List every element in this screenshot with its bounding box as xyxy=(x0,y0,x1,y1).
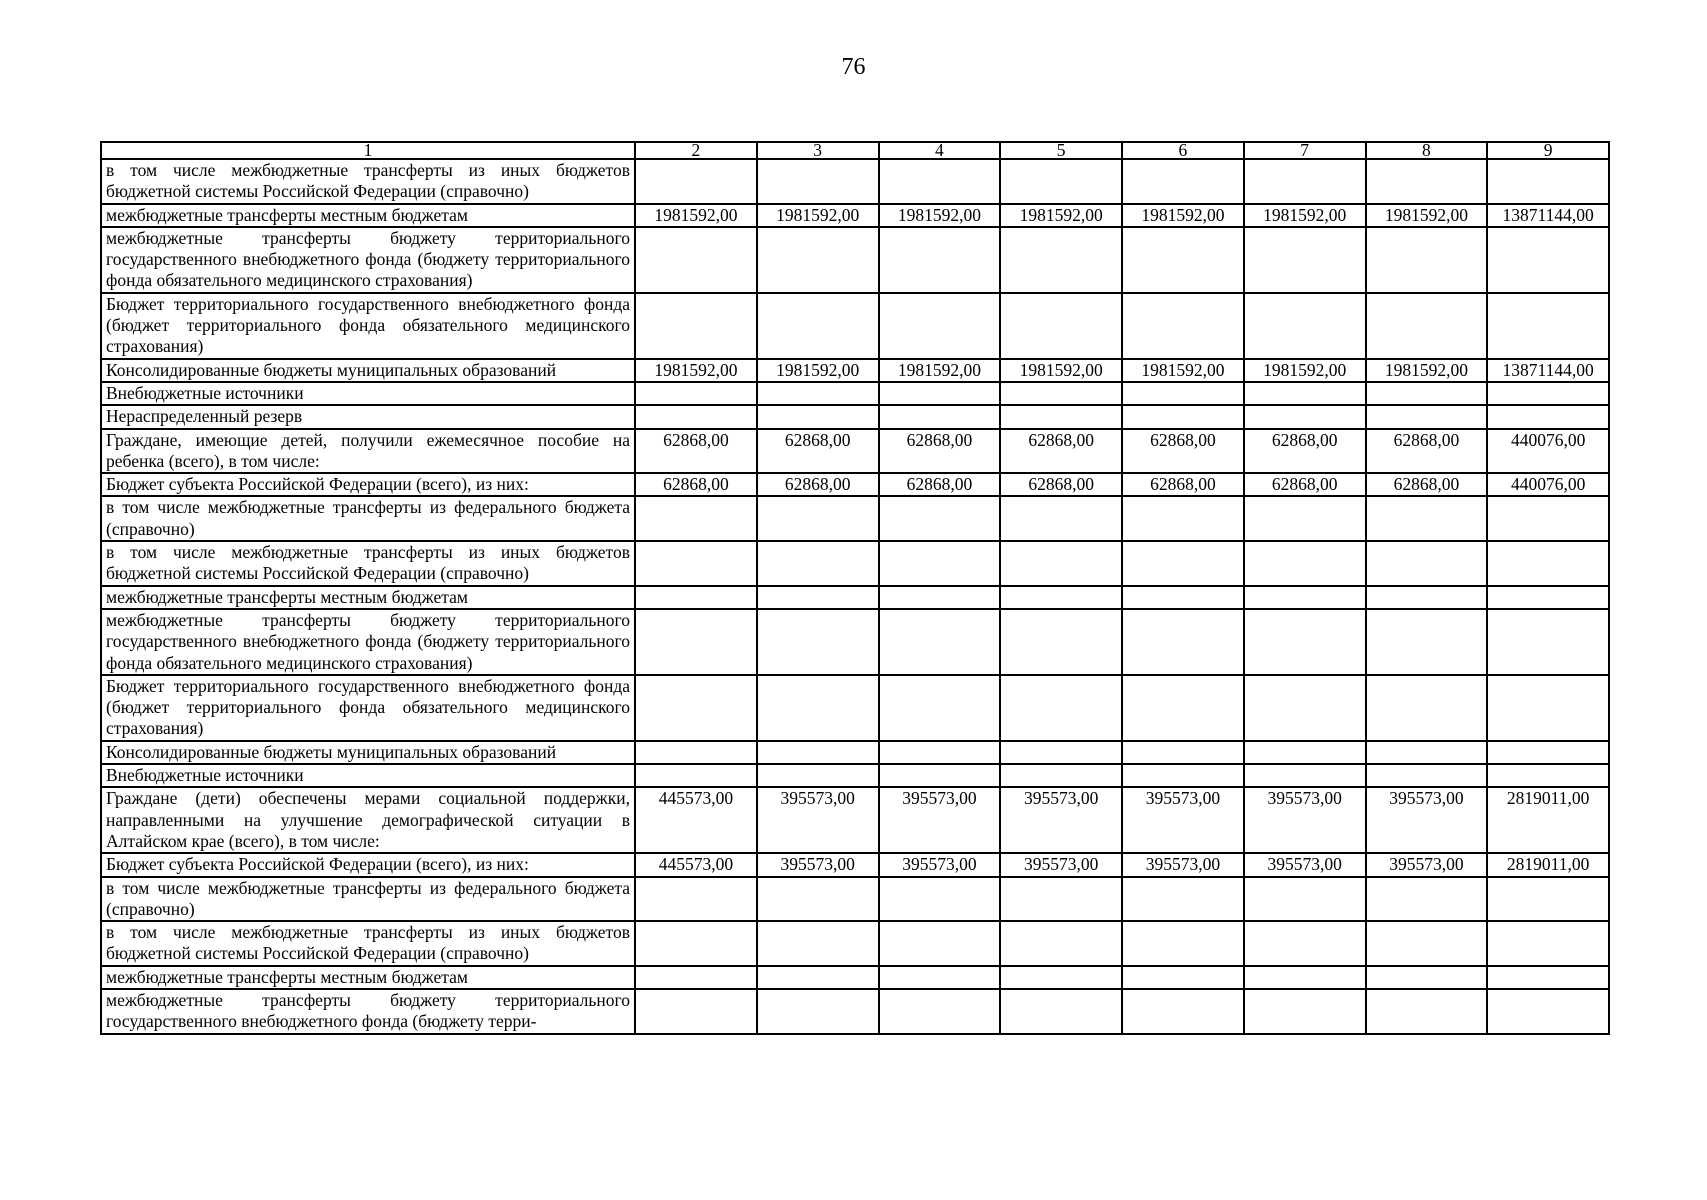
row-value: 445573,00 xyxy=(635,853,757,876)
row-value xyxy=(757,293,879,359)
row-value xyxy=(1366,741,1488,764)
row-value xyxy=(1487,496,1609,541)
row-value xyxy=(1244,675,1366,741)
row-value xyxy=(1487,227,1609,293)
row-label: межбюджетные трансферты бюджету территориального государственного внебюджетного фонда (бюджету терри- xyxy=(101,989,635,1034)
row-value xyxy=(879,293,1001,359)
row-value xyxy=(1000,541,1122,586)
row-value xyxy=(1487,989,1609,1034)
row-value xyxy=(1000,496,1122,541)
row-value xyxy=(635,921,757,966)
row-label: межбюджетные трансферты местным бюджетам xyxy=(101,586,635,609)
row-value xyxy=(1487,764,1609,787)
row-value xyxy=(1000,159,1122,204)
column-number: 3 xyxy=(757,142,879,159)
row-value: 1981592,00 xyxy=(635,204,757,227)
row-value xyxy=(1122,541,1244,586)
row-value xyxy=(635,159,757,204)
row-value: 62868,00 xyxy=(757,429,879,474)
row-value: 1981592,00 xyxy=(1244,204,1366,227)
row-value xyxy=(635,405,757,428)
row-value xyxy=(879,764,1001,787)
row-value xyxy=(1366,227,1488,293)
row-value: 1981592,00 xyxy=(879,204,1001,227)
row-value xyxy=(1244,159,1366,204)
row-value: 62868,00 xyxy=(1122,473,1244,496)
row-value xyxy=(879,921,1001,966)
row-value: 62868,00 xyxy=(1122,429,1244,474)
row-value xyxy=(1244,586,1366,609)
row-value xyxy=(1366,675,1488,741)
budget-table xyxy=(100,141,1610,1035)
row-value xyxy=(1487,586,1609,609)
row-value xyxy=(635,764,757,787)
row-value xyxy=(1487,966,1609,989)
row-value xyxy=(1244,496,1366,541)
row-value xyxy=(1487,877,1609,922)
row-value xyxy=(879,675,1001,741)
row-value: 440076,00 xyxy=(1487,473,1609,496)
row-value: 395573,00 xyxy=(1000,853,1122,876)
row-value xyxy=(635,541,757,586)
row-value xyxy=(1366,877,1488,922)
row-value xyxy=(1366,921,1488,966)
row-value xyxy=(1000,764,1122,787)
row-label: Нераспределенный резерв xyxy=(101,405,635,428)
row-value xyxy=(1366,382,1488,405)
row-value: 13871144,00 xyxy=(1487,359,1609,382)
table-row xyxy=(101,989,1609,1034)
row-value: 62868,00 xyxy=(1366,429,1488,474)
table-header-row xyxy=(101,142,1609,159)
row-value: 62868,00 xyxy=(1366,473,1488,496)
row-value: 62868,00 xyxy=(1244,429,1366,474)
row-value xyxy=(1244,227,1366,293)
row-value xyxy=(757,496,879,541)
row-value xyxy=(757,989,879,1034)
row-value xyxy=(635,989,757,1034)
row-value xyxy=(1244,405,1366,428)
row-value xyxy=(1487,921,1609,966)
row-value: 1981592,00 xyxy=(757,204,879,227)
row-value xyxy=(1122,496,1244,541)
row-value: 2819011,00 xyxy=(1487,787,1609,853)
row-label: межбюджетные трансферты местным бюджетам xyxy=(101,966,635,989)
row-value xyxy=(879,989,1001,1034)
table-row xyxy=(101,359,1609,382)
table-row xyxy=(101,159,1609,204)
row-value: 395573,00 xyxy=(1122,787,1244,853)
table-row xyxy=(101,921,1609,966)
row-value xyxy=(1122,382,1244,405)
row-value xyxy=(1244,877,1366,922)
row-value: 1981592,00 xyxy=(1122,204,1244,227)
row-value xyxy=(1487,609,1609,675)
row-value xyxy=(1244,989,1366,1034)
row-value: 62868,00 xyxy=(1000,429,1122,474)
row-value xyxy=(1122,159,1244,204)
row-value xyxy=(1244,966,1366,989)
row-label: Бюджет территориального государственного внебюджетного фонда (бюджет территориального фонда обязательного медицинского страхования) xyxy=(101,675,635,741)
row-value: 1981592,00 xyxy=(1244,359,1366,382)
table-row xyxy=(101,204,1609,227)
row-value xyxy=(757,764,879,787)
row-value xyxy=(1122,675,1244,741)
row-value xyxy=(757,405,879,428)
row-value: 1981592,00 xyxy=(757,359,879,382)
row-value: 62868,00 xyxy=(635,429,757,474)
row-value xyxy=(757,966,879,989)
row-value: 62868,00 xyxy=(879,429,1001,474)
row-value xyxy=(1487,541,1609,586)
row-value xyxy=(1000,877,1122,922)
row-value: 395573,00 xyxy=(757,853,879,876)
row-value: 445573,00 xyxy=(635,787,757,853)
row-label: межбюджетные трансферты местным бюджетам xyxy=(101,204,635,227)
column-number: 8 xyxy=(1366,142,1488,159)
table-row xyxy=(101,293,1609,359)
table-row xyxy=(101,609,1609,675)
row-value xyxy=(1366,609,1488,675)
row-value xyxy=(1122,764,1244,787)
row-value xyxy=(879,405,1001,428)
row-value xyxy=(879,877,1001,922)
row-value: 395573,00 xyxy=(1244,853,1366,876)
row-value xyxy=(757,609,879,675)
row-value xyxy=(1487,675,1609,741)
table-row xyxy=(101,429,1609,474)
table-row xyxy=(101,966,1609,989)
row-value xyxy=(1244,382,1366,405)
table-row xyxy=(101,853,1609,876)
row-value xyxy=(1000,293,1122,359)
page-number: 76 xyxy=(841,54,866,80)
row-value: 395573,00 xyxy=(879,853,1001,876)
row-value xyxy=(1122,877,1244,922)
column-number: 6 xyxy=(1122,142,1244,159)
row-label: Внебюджетные источники xyxy=(101,382,635,405)
row-value xyxy=(1000,586,1122,609)
row-value xyxy=(635,877,757,922)
row-label: Консолидированные бюджеты муниципальных образований xyxy=(101,359,635,382)
row-value xyxy=(1000,227,1122,293)
row-value xyxy=(757,877,879,922)
row-value xyxy=(1122,921,1244,966)
row-value: 395573,00 xyxy=(879,787,1001,853)
row-value xyxy=(879,609,1001,675)
row-value xyxy=(1244,541,1366,586)
column-number: 5 xyxy=(1000,142,1122,159)
row-value xyxy=(1000,675,1122,741)
row-label: Граждане (дети) обеспечены мерами социальной поддержки, направленными на улучшение демографической ситуации в Алтайском крае (всего), в том числе: xyxy=(101,787,635,853)
row-value xyxy=(635,227,757,293)
row-value: 1981592,00 xyxy=(635,359,757,382)
row-label: межбюджетные трансферты бюджету территориального государственного внебюджетного фонда (бюджету территориального фонда обязательного медицинского страхования) xyxy=(101,609,635,675)
row-value xyxy=(879,159,1001,204)
row-value xyxy=(1000,382,1122,405)
row-value: 1981592,00 xyxy=(1366,359,1488,382)
column-number: 2 xyxy=(635,142,757,159)
row-value xyxy=(1000,966,1122,989)
row-value xyxy=(757,586,879,609)
row-label: Граждане, имеющие детей, получили ежемесячное пособие на ребенка (всего), в том числе: xyxy=(101,429,635,474)
row-label: в том числе межбюджетные трансферты из иных бюджетов бюджетной системы Российской Федерации (справочно) xyxy=(101,541,635,586)
row-value xyxy=(1366,405,1488,428)
row-label: в том числе межбюджетные трансферты из федерального бюджета (справочно) xyxy=(101,496,635,541)
row-value: 395573,00 xyxy=(1000,787,1122,853)
row-label: межбюджетные трансферты бюджету территориального государственного внебюджетного фонда (бюджету территориального фонда обязательного медицинского страхования) xyxy=(101,227,635,293)
table-row xyxy=(101,764,1609,787)
row-value xyxy=(1366,159,1488,204)
row-label: Бюджет субъекта Российской Федерации (всего), из них: xyxy=(101,473,635,496)
row-value xyxy=(879,541,1001,586)
row-value xyxy=(1366,764,1488,787)
row-value xyxy=(879,966,1001,989)
row-value xyxy=(1366,541,1488,586)
row-value xyxy=(1487,293,1609,359)
row-value xyxy=(1244,921,1366,966)
row-value xyxy=(1487,382,1609,405)
row-value xyxy=(1000,741,1122,764)
row-value xyxy=(1244,609,1366,675)
row-value: 395573,00 xyxy=(1366,787,1488,853)
row-value: 395573,00 xyxy=(757,787,879,853)
row-value xyxy=(1366,496,1488,541)
row-value: 13871144,00 xyxy=(1487,204,1609,227)
row-value xyxy=(757,382,879,405)
table-row xyxy=(101,496,1609,541)
row-value xyxy=(1122,966,1244,989)
row-value: 1981592,00 xyxy=(879,359,1001,382)
row-label: Бюджет субъекта Российской Федерации (всего), из них: xyxy=(101,853,635,876)
row-value xyxy=(1366,586,1488,609)
row-value xyxy=(635,609,757,675)
row-label: в том числе межбюджетные трансферты из иных бюджетов бюджетной системы Российской Федерации (справочно) xyxy=(101,921,635,966)
row-label: Консолидированные бюджеты муниципальных образований xyxy=(101,741,635,764)
row-value xyxy=(1122,227,1244,293)
row-value: 2819011,00 xyxy=(1487,853,1609,876)
table-row xyxy=(101,741,1609,764)
table-row xyxy=(101,473,1609,496)
row-value xyxy=(1487,741,1609,764)
row-value xyxy=(1487,159,1609,204)
table-row xyxy=(101,787,1609,853)
table-row xyxy=(101,877,1609,922)
row-value: 62868,00 xyxy=(1244,473,1366,496)
row-value: 1981592,00 xyxy=(1122,359,1244,382)
row-value xyxy=(757,921,879,966)
row-value xyxy=(1122,741,1244,764)
row-value xyxy=(879,496,1001,541)
row-value xyxy=(635,586,757,609)
row-value xyxy=(757,741,879,764)
row-value xyxy=(635,966,757,989)
row-value xyxy=(635,496,757,541)
row-value: 395573,00 xyxy=(1366,853,1488,876)
row-value xyxy=(757,227,879,293)
row-value: 62868,00 xyxy=(1000,473,1122,496)
row-value xyxy=(1487,405,1609,428)
table-row xyxy=(101,382,1609,405)
row-label: Бюджет территориального государственного внебюджетного фонда (бюджет территориального фонда обязательного медицинского страхования) xyxy=(101,293,635,359)
row-value: 395573,00 xyxy=(1122,853,1244,876)
row-label: в том числе межбюджетные трансферты из иных бюджетов бюджетной системы Российской Федерации (справочно) xyxy=(101,159,635,204)
table-row xyxy=(101,586,1609,609)
row-value xyxy=(1244,764,1366,787)
row-value xyxy=(1122,293,1244,359)
row-value: 440076,00 xyxy=(1487,429,1609,474)
column-number: 1 xyxy=(101,142,635,159)
row-value xyxy=(1000,405,1122,428)
row-value xyxy=(1122,586,1244,609)
row-value: 62868,00 xyxy=(879,473,1001,496)
row-value xyxy=(1000,921,1122,966)
row-value: 1981592,00 xyxy=(1366,204,1488,227)
row-value: 62868,00 xyxy=(635,473,757,496)
column-number: 7 xyxy=(1244,142,1366,159)
row-value xyxy=(1122,989,1244,1034)
row-value: 395573,00 xyxy=(1244,787,1366,853)
row-value: 1981592,00 xyxy=(1000,359,1122,382)
table-row xyxy=(101,405,1609,428)
row-label: в том числе межбюджетные трансферты из федерального бюджета (справочно) xyxy=(101,877,635,922)
row-value xyxy=(635,675,757,741)
column-number: 9 xyxy=(1487,142,1609,159)
row-value xyxy=(1244,293,1366,359)
row-value xyxy=(1244,741,1366,764)
row-value xyxy=(635,382,757,405)
row-value xyxy=(879,586,1001,609)
table-row xyxy=(101,227,1609,293)
table-row xyxy=(101,541,1609,586)
row-value: 62868,00 xyxy=(757,473,879,496)
row-value xyxy=(879,227,1001,293)
row-value xyxy=(1122,405,1244,428)
row-value xyxy=(757,541,879,586)
row-value xyxy=(635,741,757,764)
row-value: 1981592,00 xyxy=(1000,204,1122,227)
row-value xyxy=(1366,293,1488,359)
column-number: 4 xyxy=(879,142,1001,159)
row-value xyxy=(757,675,879,741)
row-value xyxy=(1366,989,1488,1034)
row-value xyxy=(757,159,879,204)
table-row xyxy=(101,675,1609,741)
row-value xyxy=(1000,609,1122,675)
row-value xyxy=(1122,609,1244,675)
row-value xyxy=(1366,966,1488,989)
row-value xyxy=(879,382,1001,405)
row-value xyxy=(1000,989,1122,1034)
row-label: Внебюджетные источники xyxy=(101,764,635,787)
row-value xyxy=(879,741,1001,764)
row-value xyxy=(635,293,757,359)
